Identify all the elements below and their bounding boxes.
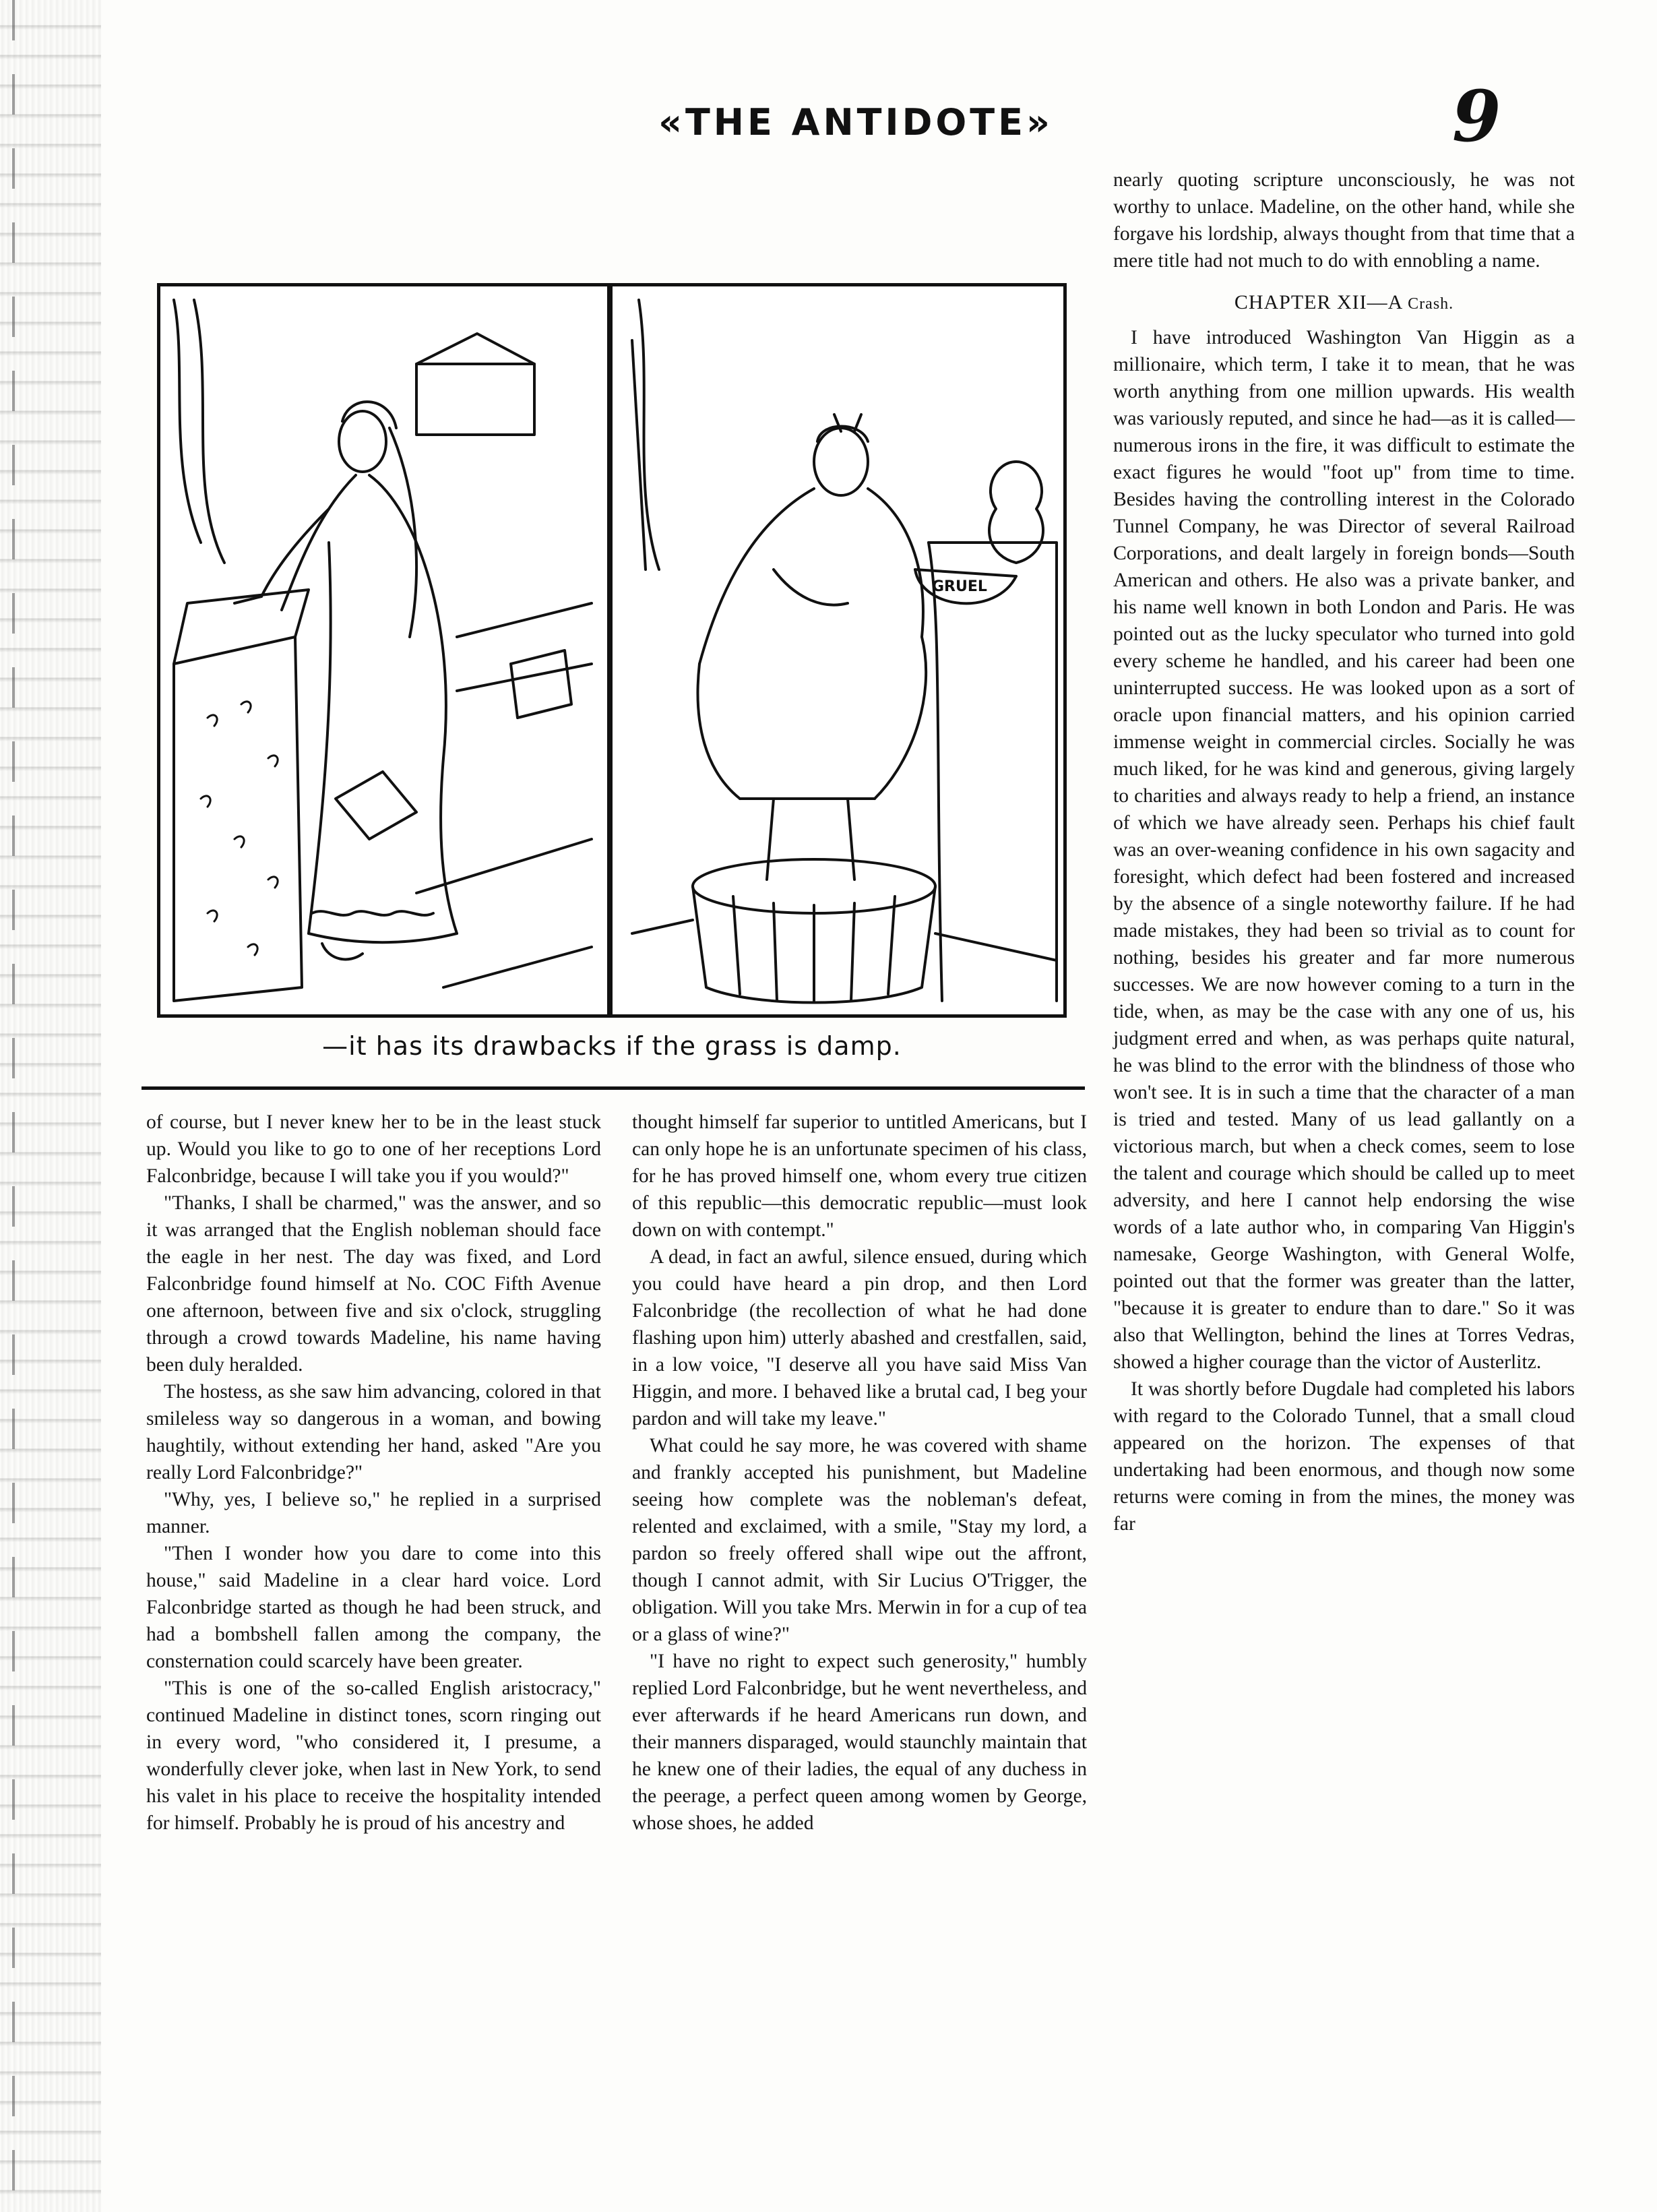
article-column-1 <box>146 1109 601 2187</box>
illustration-caption: —it has its drawbacks if the grass is damp. <box>322 1031 902 1061</box>
col1-paragraph: "Why, yes, I believe so," he replied in a surprised manner. <box>146 1489 601 1537</box>
left-panel-scene <box>174 300 592 1001</box>
col1-paragraph: "Then I wonder how you dare to come into this house," said Madeline in a clear hard voice. Lord Falconbridge started as though he had been struck, and had a bombshell fallen among the company, the consternation could scarcely have been greater. <box>146 1543 601 1672</box>
masthead: «THE ANTIDOTE» <box>658 101 1053 144</box>
col1-paragraph: "Thanks, I shall be charmed," was the answer, and so it was arranged that the English nobleman should face the eagle in her nest. The day was fixed, and Lord Falconbridge found himself at No. COC Fifth Avenue one afternoon, between five and six o'clock, struggling through a crowd towards Madeline, his name having been duly heralded. <box>146 1192 601 1376</box>
gruel-bowl-label: GRUEL <box>932 578 987 595</box>
horizontal-rule <box>142 1086 1085 1090</box>
chapter-heading <box>1113 289 1575 317</box>
col2-paragraph: A dead, in fact an awful, silence ensued, during which you could have heard a pin drop, and then Lord Falconbridge (the recollection of what he had done flashing upon him) utterly abashed and crestfallen, said, in a low voice, "I deserve all you have said Miss Van Higgin, and more. I behaved like a brutal cad, I beg your pardon and will take my leave." <box>632 1246 1087 1430</box>
scan-edge-line <box>12 0 15 2212</box>
col1-paragraph: of course, but I never knew her to be in the least stuck up. Would you like to go to one of her receptions Lord Falconbridge, because I will take you if you would?" <box>146 1111 601 1187</box>
page-number: 9 <box>1452 75 1501 158</box>
col2-paragraph: thought himself far superior to untitled Americans, but I can only hope he is an unfortunate specimen of his class, for he has proved himself one, whom every true citizen of this republic—this democratic republic—must look down on with contempt." <box>632 1111 1087 1241</box>
chapter-number: CHAPTER XII—A <box>1234 291 1402 313</box>
chapter-title: Crash. <box>1408 295 1454 313</box>
cartoon-drawing <box>160 286 1063 1014</box>
col3-intro: nearly quoting scripture unconsciously, he was not worthy to unlace. Madeline, on the other hand, while she forgave his lordship, always thought from that time that a mere title had not much to do with ennobling a name. <box>1113 169 1575 272</box>
article-column-2 <box>632 1109 1087 2187</box>
article-column-3 <box>1113 166 1575 2182</box>
right-panel-scene <box>632 300 1057 1003</box>
cartoon-illustration <box>157 283 1067 1018</box>
col2-paragraph: What could he say more, he was covered with shame and frankly accepted his punishment, but Madeline seeing how complete was the nobleman's defeat, relented and exclaimed, with a smile, "Stay my lord, a pardon so freely offered shall wipe out the affront, though I cannot admit, with Sir Lucius O'Trigger, the obligation. Will you take Mrs. Merwin in for a cup of tea or a glass of wine?" <box>632 1435 1087 1645</box>
col2-paragraph: "I have no right to expect such generosity," humbly replied Lord Falconbridge, but he went nevertheless, and ever afterwards if he heard Americans run down, and their manners disparaged, would staunchly maintain that he knew one of their ladies, the equal of any duchess in the peerage, a perfect queen among women by George, whose shoes, he added <box>632 1651 1087 1834</box>
col1-paragraph: The hostess, as she saw him advancing, colored in that smileless way so dangerous in a woman, and bowing haughtily, without extending her hand, asked "Are you really Lord Falconbridge?" <box>146 1381 601 1483</box>
scan-edge-noise <box>0 0 101 2212</box>
col1-paragraph: "This is one of the so-called English aristocracy," continued Madeline in distinct tones, scorn ringing out in every word, "who considered it, I presume, a wonderfully clever joke, when last in New York, to send his valet in his place to receive the hospitality intended for himself. Probably he is proud of his ancestry and <box>146 1678 601 1834</box>
col3-paragraph: I have introduced Washington Van Higgin as a millionaire, which term, I take it to mean, that he was worth anything from one million upwards. His wealth was variously reputed, and since he had—as it is called—numerous irons in the fire, it was difficult to estimate the exact figures he would "foot up" from time to time. Besides having the controlling interest in the Colorado Tunnel Company, he was Director of several Railroad Corporations, and dealt largely in foreign bonds—South American and others. He also was a private banker, and his name well known in both London and Paris. He was pointed out as the lucky speculator who turned into gold every scheme he handled, and his career had been one uninterrupted success. He was looked upon as a sort of oracle upon financial matters, and his opinion carried immense weight in commercial circles. Socially he was much liked, for he was kind and generous, giving largely to charities and always ready to help a friend, an instance of which we have already seen. Perhaps his chief fault was an over-weaning confidence in his own sagacity and foresight, which defect had been fostered and increased by the absence of a single noteworthy failure. If he had made mistakes, they had been so trivial as to count for nothing, besides his greater and far more numerous successes. We are now however coming to a turn in the tide, when, as may be the case with any one of us, his judgment erred and when, as was perhaps quite natural, he was blind to the error with the blindness of those who won't see. It is in such a time that the character of a man is tried and tested. Many of us lead gallantly on a victorious march, but when a check comes, seem to lose the talent and courage which should be called up to meet adversity, and here I cannot help endorsing the wise words of a late author who, in comparing Van Higgin's namesake, George Washington, with General Wolfe, pointed out that the former was greater than the latter, "because it is greater to endure than to dare." So it was also that Wellington, behind the lines at Torres Vedras, showed a higher courage than the victor of Austerlitz. <box>1113 327 1575 1373</box>
col3-paragraph: It was shortly before Dugdale had completed his labors with regard to the Colorado Tunnel, that a small cloud appeared on the horizon. The expenses of that undertaking had been enormous, and though now some returns were coming in from the mines, the money was far <box>1113 1378 1575 1535</box>
